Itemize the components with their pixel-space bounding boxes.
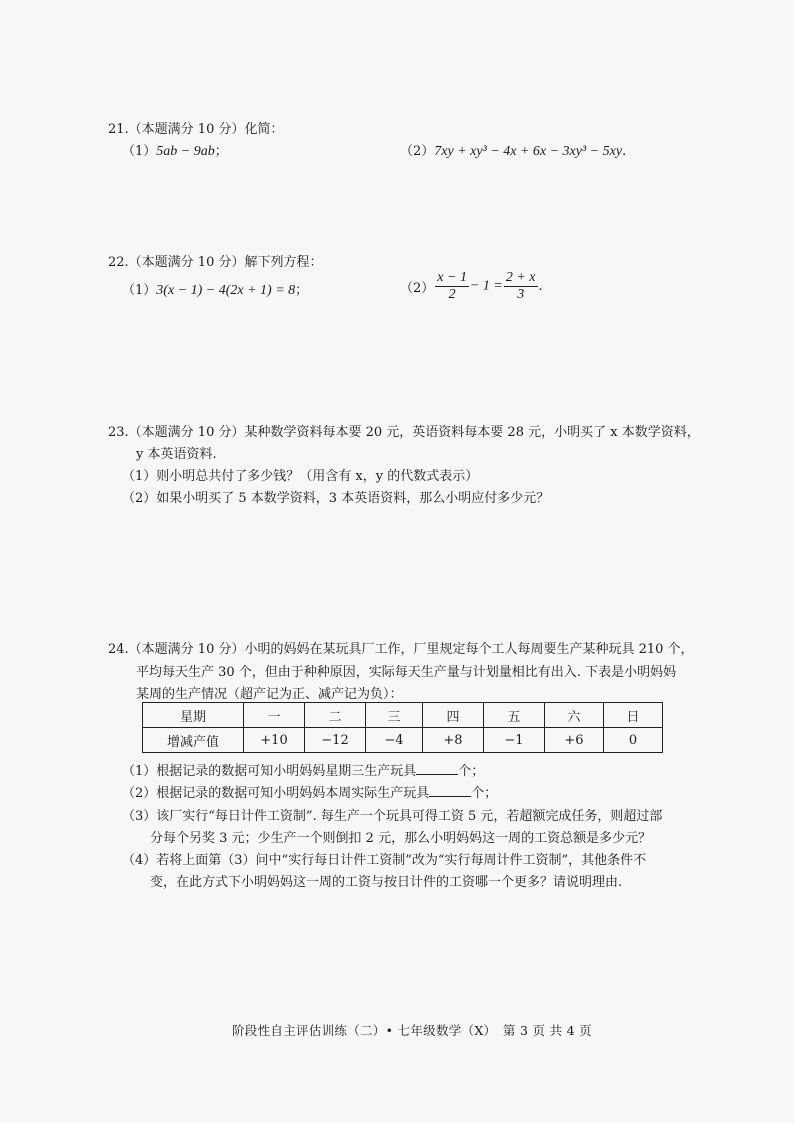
table-header-day: 三 [366,703,423,728]
table-header-label: 星期 [143,703,244,728]
q24-sub2-text: （2）根据记录的数据可知小明妈妈本周实际生产玩具 [122,786,430,801]
q22-fraction-left [435,270,469,303]
q23-subquestion-1: （1）则小明总共付了多少钱？（用含有 x，y 的代数式表示） [122,469,479,484]
q22-part1 [122,279,308,299]
table-header-day: 二 [305,703,366,728]
table-cell: 0 [604,728,663,753]
q22-part2-label: （2） [400,281,435,296]
q21-part1 [122,140,228,160]
production-table [142,702,663,753]
q24-sub2-unit: 个； [471,786,498,801]
table-row [143,728,663,753]
q22-fraction-right-denominator: 3 [517,287,525,302]
q24-subquestion-4-line2: 变，在此方式下小明妈妈这一周的工资与按日计件的工资哪一个更多？请说明理由. [150,875,623,890]
q23-line1: 23.（本题满分 10 分）某种数学资料每本要 20 元，英语资料每本要 28 元，小明买了 x 本数学资料， [108,425,700,440]
q22-part1-end: ； [295,283,309,298]
table-header-day: 六 [545,703,604,728]
q22-part2-end: . [538,279,543,294]
q22-fraction-left-numerator: x − 1 [437,270,467,285]
table-header-day: 四 [423,703,484,728]
table-header-row [143,703,663,728]
q22-equation-middle: − 1 = [469,278,503,294]
q21-header: 21.（本题满分 10 分）化简： [108,122,284,137]
table-cell: +10 [244,728,305,753]
q24-subquestion-1 [122,760,484,779]
q22-part2 [400,270,543,303]
q21-part1-expr: 5ab − 9ab [156,144,215,159]
production-table-wrapper [142,702,663,753]
q24-sub1-unit: 个； [458,764,485,779]
q21-part2-expr: 7xy + xy³ − 4x + 6x − 3xy³ − 5xy [434,144,623,159]
q24-sub1-text: （1）根据记录的数据可知小明妈妈星期三生产玩具 [122,764,417,779]
q24-line3: 某周的生产情况（超产记为正、减产记为负）： [136,687,403,702]
answer-blank-1[interactable] [416,762,458,775]
q23-subquestion-2: （2）如果小明买了 5 本数学资料，3 本英语资料，那么小明应付多少元？ [122,491,550,506]
q24-line2: 平均每天生产 30 个，但由于种种原因，实际每天生产量与计划量相比有出入. 下表是小明妈妈 [136,665,677,680]
q22-part1-expr: 3(x − 1) − 4(2x + 1) = 8 [156,283,296,298]
q24-line1: 24.（本题满分 10 分）小明的妈妈在某玩具厂工作，厂里规定每个工人每周要生产某种玩具 210 个， [108,642,694,657]
q21-part1-label: （1） [122,144,157,159]
table-row-label: 增减产值 [143,728,244,753]
q21-part2-label: （2） [400,144,435,159]
answer-blank-2[interactable] [429,784,471,797]
q24-subquestion-4-line1: （4）若将上面第（3）问中“实行每日计件工资制”改为“实行每周计件工资制”，其他条件不 [122,853,647,868]
table-cell: −1 [484,728,545,753]
table-header-day: 一 [244,703,305,728]
table-cell: +6 [545,728,604,753]
q21-part2-end: . [622,144,627,159]
table-cell: +8 [423,728,484,753]
q22-fraction-right-numerator: 2 + x [505,270,536,285]
q24-subquestion-3-line1: （3）该厂实行“每日计件工资制”. 每生产一个玩具可得工资 5 元，若超额完成任务，则超过部 [122,809,663,824]
q22-part1-label: （1） [122,283,157,298]
q22-fraction-left-denominator: 2 [448,287,456,302]
table-header-day: 五 [484,703,545,728]
q24-subquestion-3-line2: 分每个另奖 3 元；少生产一个则倒扣 2 元，那么小明妈妈这一周的工资总额是多少元？ [150,831,652,846]
q21-part1-end: ； [214,144,228,159]
q24-subquestion-2 [122,782,497,801]
q22-fraction-right [504,270,538,303]
table-cell: −12 [305,728,366,753]
q22-header: 22.（本题满分 10 分）解下列方程： [108,255,323,270]
q21-part2 [400,140,626,160]
q23-line2: y 本英语资料. [136,447,217,462]
page-footer: 阶段性自主评估训练（二）• 七年级数学（X） 第 3 页 共 4 页 [232,1023,592,1038]
table-cell: −4 [366,728,423,753]
table-header-day: 日 [604,703,663,728]
